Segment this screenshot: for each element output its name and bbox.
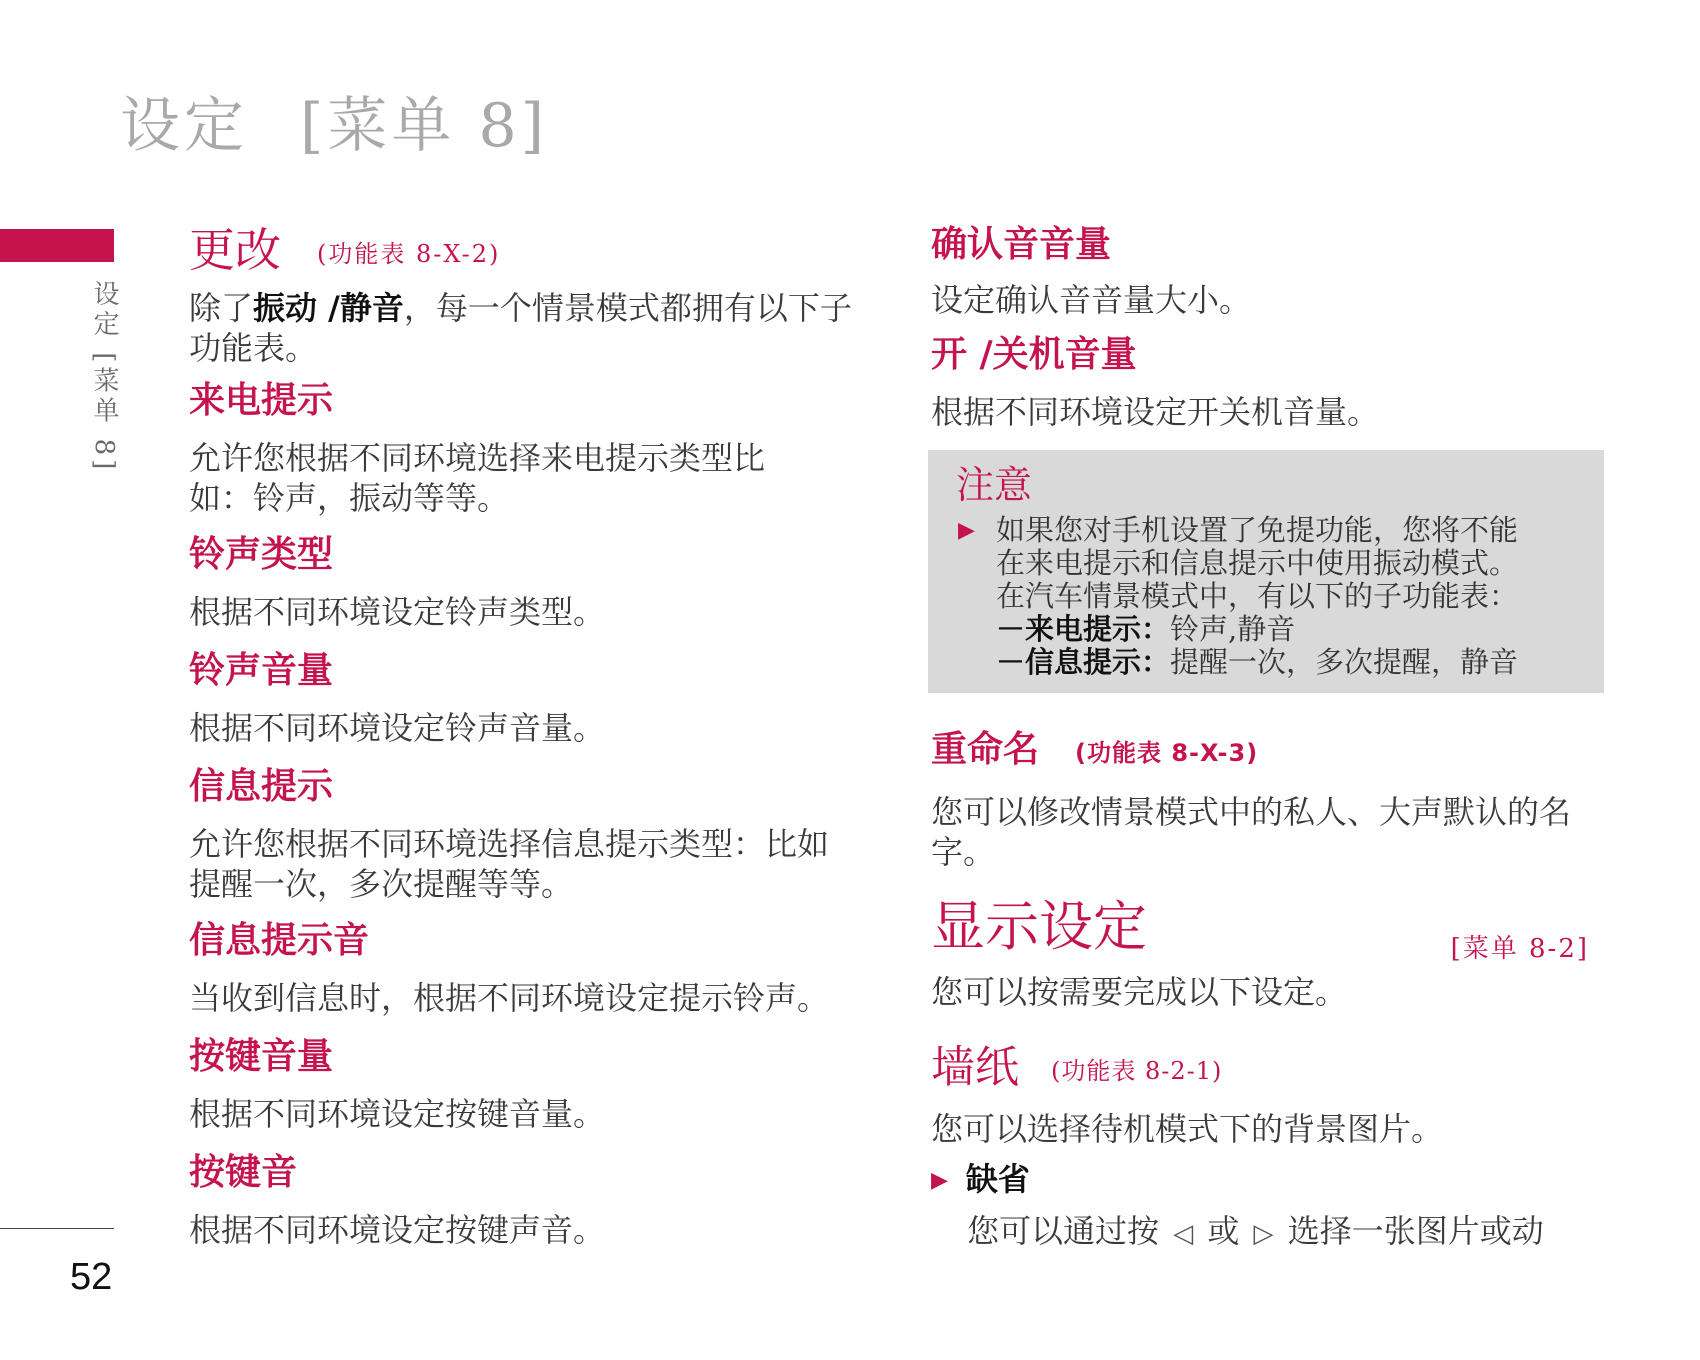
- section-body: 根据不同环境设定铃声音量。: [189, 709, 606, 747]
- section-body: 根据不同环境设定按键声音。: [189, 1211, 606, 1249]
- section-body: 允许您根据不同环境选择信息提示类型：比如提醒一次，多次提醒等等。: [189, 825, 830, 903]
- section-ring-type: [189, 532, 859, 632]
- right-column: [931, 222, 1611, 1254]
- note-line: [996, 646, 1604, 679]
- change-body-bold: 振动 /静音: [253, 289, 404, 327]
- page-title-menu: [菜单 8]: [300, 91, 549, 161]
- rename-heading: [931, 727, 1611, 776]
- page-number: 52: [70, 1256, 113, 1298]
- section-title: 铃声类型: [189, 534, 334, 575]
- note-line-bold: －信息提示：: [996, 645, 1171, 679]
- section-tab-marker: [0, 229, 114, 262]
- section-body: 允许您根据不同环境选择来电提示类型比如：铃声，振动等等。: [189, 439, 766, 517]
- change-body-post: ，每一个情景模式都拥有以下子功能表。: [189, 289, 852, 367]
- note-line-rest: 提醒一次，多次提醒，静音: [1170, 645, 1519, 679]
- wallpaper-title: 墙纸: [931, 1042, 1019, 1093]
- confirm-volume-body: 设定确认音音量大小。: [931, 281, 1252, 319]
- wallpaper-heading: [931, 1040, 1611, 1099]
- section-key-tone: [189, 1150, 859, 1250]
- power-volume-title: 开 /关机音量: [931, 334, 1137, 375]
- section-title: 信息提示: [189, 766, 334, 807]
- note-line: [958, 513, 1604, 547]
- note-line: [996, 613, 1604, 646]
- display-settings-ref: [菜单 8-2]: [1450, 934, 1589, 964]
- section-title: 铃声音量: [189, 650, 334, 691]
- footer-rule: [0, 1228, 114, 1229]
- section-body: 当收到信息时，根据不同环境设定提示铃声。: [189, 979, 830, 1017]
- section-incoming-alert: [189, 378, 859, 518]
- change-title: 更改: [189, 223, 281, 277]
- power-volume-body: 根据不同环境设定开关机音量。: [931, 393, 1380, 431]
- default-body-c: 选择一张图片或动: [1287, 1212, 1544, 1250]
- section-message-tone: [189, 918, 859, 1018]
- running-head: 设定 [菜单 8]: [89, 280, 119, 474]
- page-title-text: 设定: [120, 91, 248, 161]
- change-body: [189, 288, 859, 368]
- confirm-volume-title: 确认音音量: [931, 224, 1112, 265]
- triangle-bullet-icon: ▶: [931, 1168, 948, 1193]
- wallpaper-ref: (功能表 8-2-1): [1051, 1056, 1223, 1085]
- section-key-volume: [189, 1034, 859, 1134]
- right-key-icon: ▷: [1253, 1219, 1274, 1249]
- section-title: 按键音量: [189, 1036, 334, 1077]
- note-box: [928, 450, 1604, 693]
- left-column: [189, 222, 859, 1250]
- note-line: 在来电提示和信息提示中使用振动模式。: [996, 546, 1519, 580]
- display-settings-title: 显示设定: [931, 895, 1147, 958]
- change-heading: [189, 222, 859, 282]
- display-settings-heading: [931, 894, 1601, 964]
- rename-ref: (功能表 8-X-3): [1075, 739, 1259, 767]
- rename-title: 重命名: [931, 729, 1040, 770]
- change-ref: (功能表 8-X-2): [317, 240, 501, 268]
- default-option-body: [967, 1211, 1611, 1254]
- note-line-bold: －来电提示：: [996, 612, 1171, 646]
- note-line: 在汽车情景模式中，有以下的子功能表：: [996, 579, 1519, 613]
- section-title: 来电提示: [189, 380, 334, 421]
- section-title: 按键音: [189, 1152, 298, 1193]
- section-title: 信息提示音: [189, 920, 370, 961]
- triangle-bullet-icon: ▶: [958, 518, 975, 543]
- default-option: [931, 1157, 1611, 1204]
- change-body-pre: 除了: [189, 289, 254, 327]
- page-title: [120, 78, 548, 164]
- section-body: 根据不同环境设定铃声类型。: [189, 593, 606, 631]
- section-ring-volume: [189, 648, 859, 748]
- note-title: 注意: [956, 463, 1033, 507]
- note-line-text: 如果您对手机设置了免提功能，您将不能: [996, 513, 1519, 547]
- section-body: 根据不同环境设定按键音量。: [189, 1095, 606, 1133]
- note-line-rest: 铃声,静音: [1170, 612, 1296, 646]
- section-message-alert: [189, 764, 859, 904]
- default-body-a: 您可以通过按: [967, 1212, 1160, 1250]
- display-settings-body: 您可以按需要完成以下设定。: [931, 973, 1348, 1011]
- default-option-label: 缺省: [965, 1159, 1030, 1198]
- left-key-icon: ◁: [1173, 1219, 1194, 1249]
- default-body-b: 或: [1207, 1212, 1240, 1250]
- wallpaper-body: 您可以选择待机模式下的背景图片。: [931, 1109, 1444, 1148]
- rename-body: 您可以修改情景模式中的私人、大声默认的名字。: [931, 793, 1572, 871]
